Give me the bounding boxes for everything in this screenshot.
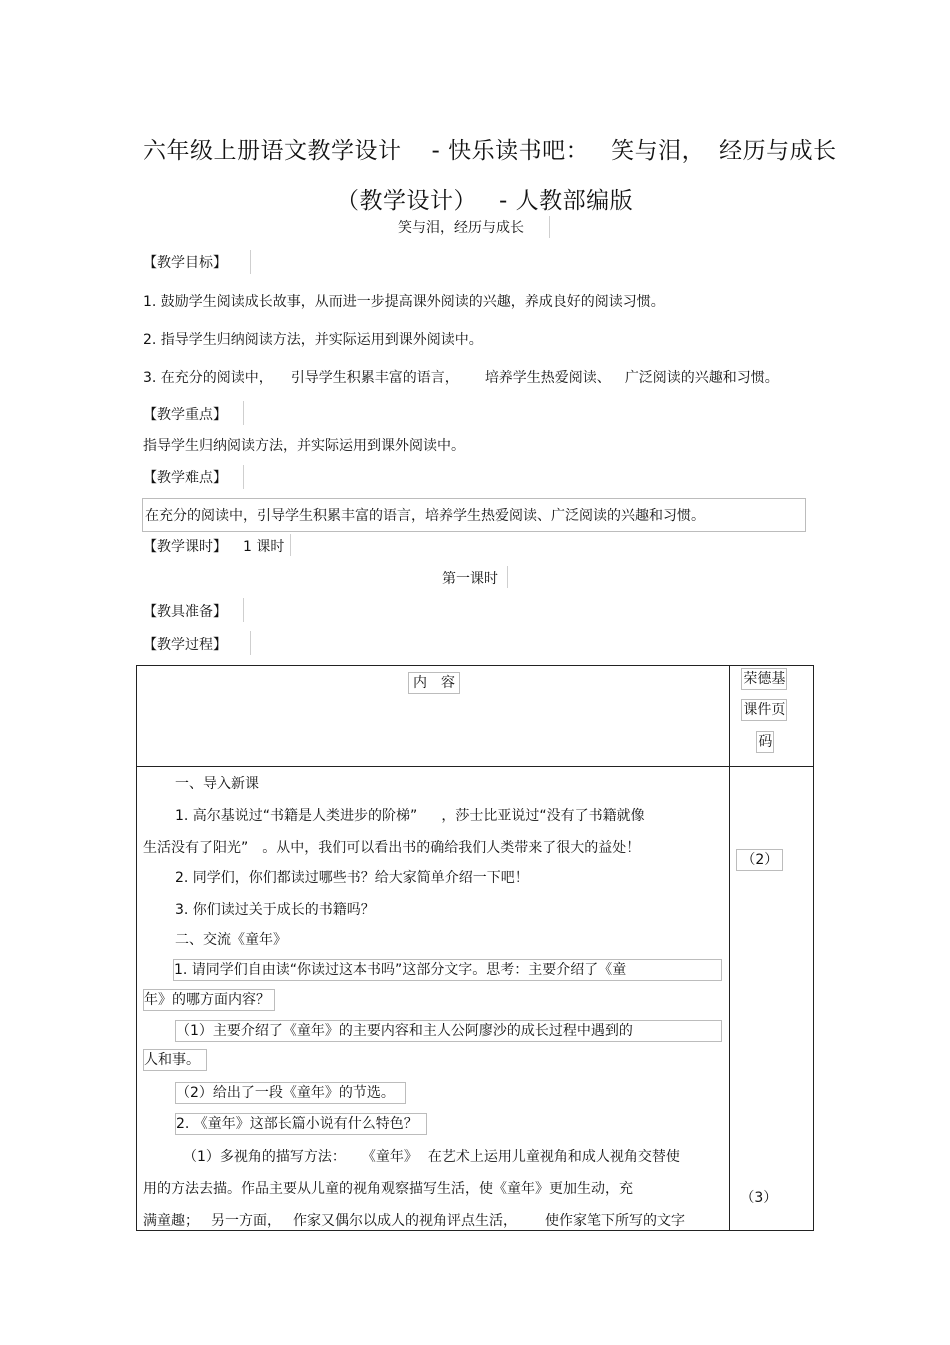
title-part-2: - 快乐读书吧： (431, 138, 590, 164)
focus-heading: 【教学重点】 (143, 407, 227, 423)
page-ref-3: （3） (740, 1190, 778, 1206)
title-part-3: 笑与泪， (611, 138, 706, 164)
difficulty-text: 在充分的阅读中，引导学生积累丰富的语言，培养学生热爱阅读、广泛阅读的兴趣和习惯。 (142, 498, 806, 532)
content-line-8: 年》的哪方面内容？ (143, 989, 275, 1011)
hours-value: 1 课时 (243, 539, 285, 555)
focus-text: 指导学生归纳阅读方法，并实际运用到课外阅读中。 (143, 438, 465, 454)
process-heading: 【教学过程】 (143, 637, 227, 653)
title-part-1: 六年级上册语文教学设计 (143, 138, 402, 164)
difficulty-heading: 【教学难点】 (143, 470, 227, 486)
title-part-4: 经历与成长 (719, 138, 837, 164)
content-line-15: 满童趣； 另一方面， 作家又偶尔以成人的视角评点生活， 使作家笔下所写的文字 (143, 1213, 685, 1229)
content-line-10: 人和事。 (143, 1049, 207, 1071)
content-line-4: 2. 同学们，你们都读过哪些书？给大家简单介绍一下吧！ (175, 870, 529, 886)
content-line-7: 1. 请同学们自由读“你读过这本书吗”这部分文字。思考：主要介绍了《童 (173, 959, 722, 981)
subtitle: 笑与泪，经历与成长 (398, 220, 524, 236)
header-side-line-3: 码 (756, 731, 774, 753)
content-cell (137, 767, 730, 1231)
page-ref-2: （2） (736, 849, 783, 871)
header-side-line-2: 课件页 (741, 699, 787, 721)
goal-item-2: 2. 指导学生归纳阅读方法，并实际运用到课外阅读中。 (143, 332, 483, 348)
title-part-6: - 人教部编版 (499, 188, 634, 214)
header-content: 内 容 (408, 672, 460, 694)
content-line-5: 3. 你们读过关于成长的书籍吗？ (175, 902, 375, 918)
content-line-3: 生活没有了阳光” 。从中，我们可以看出书的确给我们人类带来了很大的益处！ (143, 840, 641, 856)
content-line-2: 1. 高尔基说过“书籍是人类进步的阶梯” ，莎士比亚说过“没有了书籍就像 (175, 808, 645, 824)
hours-heading: 【教学课时】 (143, 539, 227, 555)
header-side-cell (730, 666, 814, 767)
tools-heading: 【教具准备】 (143, 604, 227, 620)
lesson-label: 第一课时 (442, 571, 498, 587)
content-line-9: （1）主要介绍了《童年》的主要内容和主人公阿廖沙的成长过程中遇到的 (175, 1020, 722, 1042)
header-content-cell (137, 666, 730, 767)
goal-item-3: 3. 在充分的阅读中， 引导学生积累丰富的语言， 培养学生热爱阅读、 广泛阅读的兴趣和习惯。 (143, 370, 779, 386)
content-line-6: 二、交流《童年》 (175, 932, 287, 948)
content-line-13: （1）多视角的描写方法： 《童年》 在艺术上运用儿童视角和成人视角交替使 (183, 1149, 680, 1165)
goal-item-1: 1. 鼓励学生阅读成长故事，从而进一步提高课外阅读的兴趣，养成良好的阅读习惯。 (143, 294, 665, 310)
content-line-14: 用的方法去描。作品主要从儿童的视角观察描写生活，使《童年》更加生动，充 (143, 1181, 633, 1197)
process-table (136, 665, 814, 1231)
content-line-11: （2）给出了一段《童年》的节选。 (175, 1082, 406, 1104)
content-line-12: 2. 《童年》这部长篇小说有什么特色？ (175, 1113, 427, 1135)
header-side-line-1: 荣德基 (741, 668, 787, 690)
title-part-5: （教学设计） (336, 188, 477, 214)
content-line-1: 一、导入新课 (175, 776, 259, 792)
page-ref-cell (730, 767, 814, 1231)
goals-heading: 【教学目标】 (143, 255, 227, 271)
